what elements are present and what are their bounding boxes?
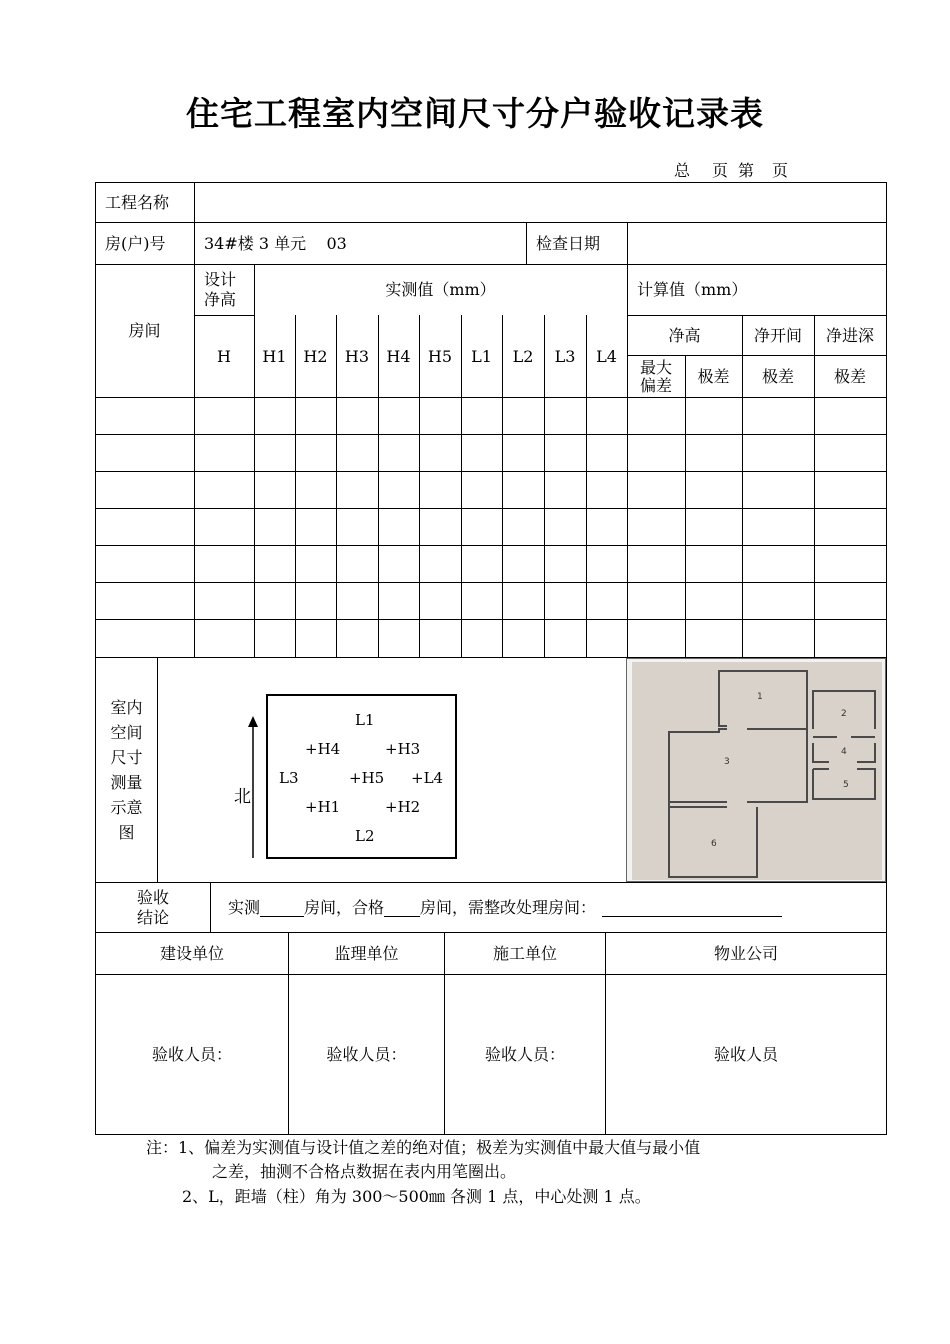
- note-line-1: 注：1、偏差为实测值与设计值之差的绝对值；极差为实测值中最大值与最小值: [146, 1138, 701, 1157]
- conclusion-label-line2: 结论: [136, 907, 169, 927]
- col-h1: H1: [262, 346, 287, 366]
- plan-room-1: 1: [757, 692, 763, 702]
- plan-room-5: 5: [843, 780, 849, 790]
- col-l4: L4: [596, 346, 617, 366]
- col-l1: L1: [471, 346, 492, 366]
- unit-supervision: 监理单位: [334, 943, 399, 963]
- rectify-rooms-blank[interactable]: [602, 898, 782, 917]
- plan-room-6: 6: [711, 839, 717, 849]
- conclusion-text-3: 房间，需整改处理房间：: [420, 897, 597, 917]
- page-total-label: 总: [674, 161, 691, 180]
- room-no-label: 房(户)号: [105, 233, 166, 253]
- diagram-label-4: 测量: [110, 773, 143, 792]
- page-label: 页: [712, 161, 729, 180]
- point-l2: L2: [355, 827, 375, 845]
- design-height-line2: 净高: [204, 290, 237, 309]
- range-header-1: 极差: [697, 366, 730, 386]
- project-name-label: 工程名称: [105, 192, 170, 212]
- plan-room-2: 2: [841, 709, 847, 719]
- point-h2: +H2: [385, 798, 421, 816]
- floor-plan-image: [626, 658, 886, 882]
- unit-construction: 建设单位: [159, 943, 224, 963]
- calculated-header: 计算值（mm）: [637, 280, 748, 299]
- col-h5: H5: [427, 346, 453, 366]
- data-rows-area[interactable]: [96, 398, 886, 657]
- inspector-supervision[interactable]: 验收人员：: [326, 1044, 407, 1064]
- inspector-property[interactable]: 验收人员: [713, 1044, 778, 1064]
- note-line-2: 之差，抽测不合格点数据在表内用笔圈出。: [212, 1162, 517, 1181]
- measured-rooms-blank[interactable]: [260, 898, 304, 917]
- max-dev-line2: 偏差: [639, 375, 672, 395]
- conclusion-text-2: 房间，合格: [304, 897, 385, 917]
- conclusion-text-1: 实测: [228, 897, 261, 917]
- unit-contractor: 施工单位: [492, 943, 557, 963]
- col-l2: L2: [512, 346, 534, 366]
- range-header-2: 极差: [761, 366, 794, 386]
- col-h: H: [217, 346, 231, 366]
- col-h2: H2: [303, 346, 328, 366]
- net-width-header: 净开间: [753, 325, 802, 345]
- diagram-label: [96, 690, 157, 850]
- north-label: 北: [234, 787, 251, 807]
- conclusion-label-line1: 验收: [136, 887, 169, 907]
- page-info: [674, 158, 788, 181]
- inspector-contractor[interactable]: 验收人员：: [484, 1044, 565, 1064]
- project-name-value[interactable]: [200, 183, 880, 222]
- net-depth-header: 净进深: [825, 325, 874, 345]
- point-l1: L1: [355, 711, 375, 729]
- diagram-label-3: 尺寸: [110, 748, 143, 767]
- point-l3: L3: [279, 769, 299, 787]
- page-label-2: 页: [772, 161, 789, 180]
- plan-room-4: 4: [841, 747, 847, 757]
- conclusion-text: [228, 883, 878, 932]
- point-l4: +L4: [411, 769, 444, 787]
- max-dev-line1: 最大: [639, 357, 672, 377]
- conclusion-label: [96, 883, 210, 932]
- diagram-label-5: 示意: [110, 798, 143, 817]
- point-h1: +H1: [305, 798, 341, 816]
- col-h4: H4: [386, 346, 411, 366]
- note-line-3: 2、L，距墙（柱）角为 300～500㎜ 各测 1 点，中心处测 1 点。: [182, 1187, 651, 1206]
- range-header-3: 极差: [833, 366, 866, 386]
- page-title: 住宅工程室内空间尺寸分户验收记录表: [186, 94, 764, 133]
- unit-property: 物业公司: [713, 943, 778, 963]
- room-header: 房间: [128, 321, 161, 340]
- diagram-label-6: 图: [118, 823, 135, 842]
- plan-room-3: 3: [724, 757, 730, 767]
- net-height-header: 净高: [668, 325, 701, 345]
- check-date-value[interactable]: [632, 223, 882, 264]
- room-no-value[interactable]: 34#楼 3 单元 03: [204, 233, 347, 253]
- measured-header: 实测值（mm）: [385, 280, 496, 299]
- qualified-rooms-blank[interactable]: [384, 898, 420, 917]
- max-deviation-header: [627, 356, 685, 397]
- point-h4: +H4: [305, 740, 341, 758]
- design-height-line1: 设计: [204, 270, 237, 289]
- design-height-header: [194, 265, 254, 315]
- inspector-construction[interactable]: 验收人员：: [151, 1044, 232, 1064]
- point-h5: +H5: [349, 769, 385, 787]
- page-nth-label: 第: [738, 161, 755, 180]
- check-date-label: 检查日期: [536, 233, 601, 253]
- col-h3: H3: [344, 346, 370, 366]
- diagram-label-1: 室内: [110, 698, 143, 717]
- point-h3: +H3: [385, 740, 421, 758]
- diagram-label-2: 空间: [110, 723, 143, 742]
- col-l3: L3: [554, 346, 576, 366]
